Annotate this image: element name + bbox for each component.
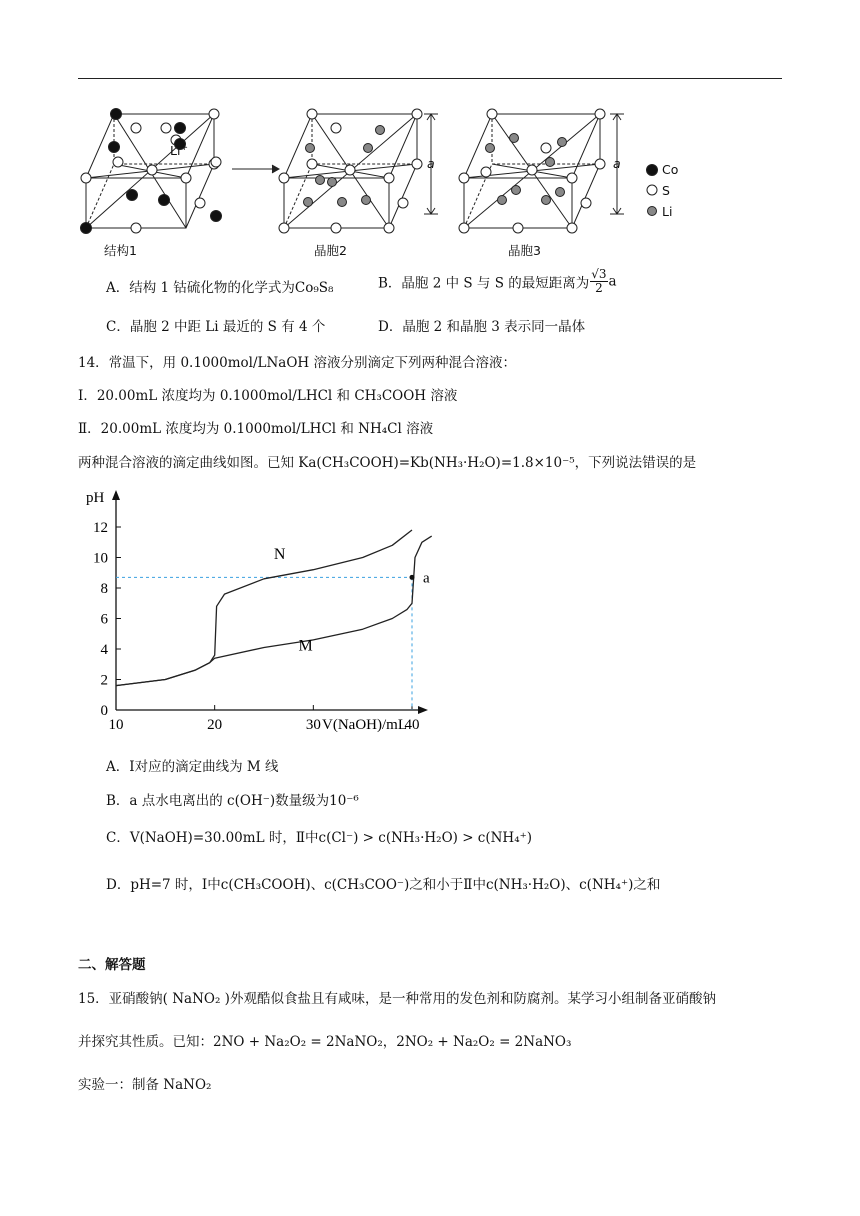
point-a: [410, 575, 415, 580]
header-rule: [78, 78, 782, 79]
q13-option-b: B．晶胞 2 中 S 与 S 的最短距离为 $\frac{√3}{2}$ a: [378, 267, 617, 295]
experiment-one: 实验一：制备 NaNO₂: [78, 1077, 212, 1093]
x-tick-label: 40: [404, 717, 420, 733]
q13-option-a: A．结构 1 钴硫化物的化学式为Co₉S₈: [106, 280, 334, 296]
y-tick-label: 2: [100, 672, 108, 689]
arrow-label: Li+: [170, 143, 188, 158]
y-tick-label: 8: [100, 581, 108, 597]
y-axis-arrow: [112, 490, 120, 500]
point-a-label: a: [423, 570, 430, 587]
y-axis-label: pH: [86, 490, 105, 506]
q13-option-c: C．晶胞 2 中距 Li 最近的 S 有 4 个: [106, 319, 326, 335]
series-label-n: N: [273, 546, 286, 564]
q14-case2: Ⅱ．20.00mL 浓度均为 0.1000mol/LHCl 和 NH₄Cl 溶液: [78, 421, 434, 437]
q15-line2: 并探究其性质。已知：2NO + Na₂O₂ = 2NaNO₂，2NO₂ + Na₂O₂ = 2NaNO₃: [78, 1034, 572, 1050]
legend-li: Li: [662, 204, 673, 219]
dim-label-cube2: a: [427, 156, 435, 171]
q14-option-d: D．pH=7 时，Ⅰ中c(CH₃COOH)、c(CH₃COO⁻)之和小于Ⅱ中c(NH₃·H₂O)、c(NH₄⁺)之和: [106, 877, 661, 893]
series-N-line: [116, 530, 412, 686]
x-axis-arrow: [418, 706, 428, 714]
y-tick-label: 12: [93, 520, 108, 536]
x-tick-label: 20: [207, 717, 223, 733]
q14-info: 两种混合溶液的滴定曲线如图。已知 Ka(CH₃COOH)=Kb(NH₃·H₂O)=1.8×10⁻⁵，下列说法错误的是: [78, 455, 697, 471]
caption-cell3: 晶胞3: [508, 243, 541, 258]
q15-line1: 15．亚硝酸钠( NaNO₂ )外观酷似食盐且有咸味，是一种常用的发色剂和防腐剂。某学习小组制备亚硝酸钠: [78, 991, 716, 1007]
caption-structure1: 结构1: [104, 243, 137, 258]
legend-co: Co: [662, 162, 679, 177]
caption-cell2: 晶胞2: [314, 243, 347, 258]
y-tick-label: 10: [93, 550, 108, 567]
q14-stem: 14．常温下，用 0.1000mol/LNaOH 溶液分别滴定下列两种混合溶液：: [78, 355, 516, 371]
q14-case1: Ⅰ．20.00mL 浓度均为 0.1000mol/LHCl 和 CH₃COOH 溶液: [78, 388, 458, 404]
titration-chart: [74, 480, 434, 740]
y-tick-label: 4: [100, 642, 108, 658]
x-tick-label: 30: [305, 717, 321, 733]
legend-s: S: [662, 183, 670, 198]
x-tick-label: 10: [108, 717, 124, 733]
y-tick-label: 6: [100, 611, 108, 628]
y-tick-label: 0: [100, 703, 108, 719]
crystal-structure-figure: [74, 100, 714, 260]
q14-option-a: A．Ⅰ对应的滴定曲线为 M 线: [106, 759, 279, 775]
q13-option-d: D．晶胞 2 和晶胞 3 表示同一晶体: [378, 319, 586, 335]
x-axis-label: V(NaOH)/mL: [322, 717, 407, 733]
q14-option-c: C．V(NaOH)=30.00mL 时，Ⅱ中c(Cl⁻) > c(NH₃·H₂O) > c(NH₄⁺): [106, 830, 533, 846]
series-label-m: M: [298, 637, 313, 655]
q14-option-b: B．a 点水电离出的 c(OH⁻)数量级为10⁻⁶: [106, 793, 359, 809]
section-heading: 二、解答题: [78, 957, 146, 973]
dim-label-cube3: a: [613, 156, 621, 171]
